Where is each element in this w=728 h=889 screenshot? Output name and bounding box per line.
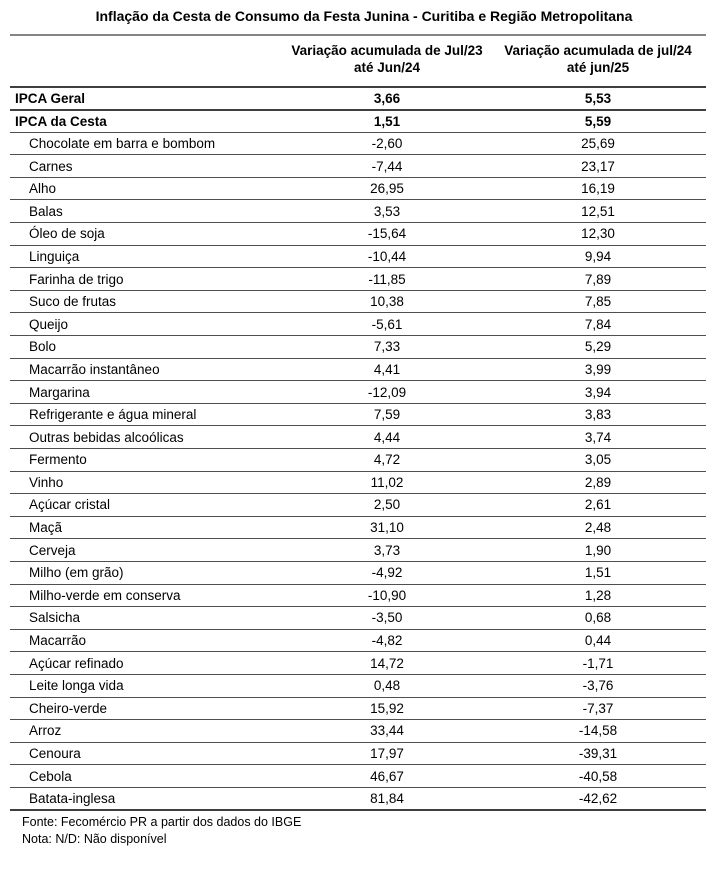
col-header-period-2 — [490, 35, 706, 87]
row-value-period-1: -11,85 — [284, 268, 490, 291]
row-label: Macarrão — [10, 629, 284, 652]
row-value-period-2: 25,69 — [490, 132, 706, 155]
row-value-period-2: 1,51 — [490, 561, 706, 584]
row-value-period-1: 7,33 — [284, 336, 490, 359]
row-value-period-2: 2,48 — [490, 516, 706, 539]
row-label: Bolo — [10, 336, 284, 359]
table-row — [10, 132, 706, 155]
table-row — [10, 426, 706, 449]
table-row — [10, 177, 706, 200]
row-value-period-1: 81,84 — [284, 787, 490, 810]
table-row — [10, 742, 706, 765]
row-value-period-2: 16,19 — [490, 177, 706, 200]
table-row — [10, 268, 706, 291]
table-row — [10, 110, 706, 133]
row-value-period-1: 15,92 — [284, 697, 490, 720]
row-value-period-2: 3,83 — [490, 403, 706, 426]
footer-note: Nota: N/D: Não disponível — [22, 832, 167, 846]
row-value-period-2: -40,58 — [490, 765, 706, 788]
row-label: Chocolate em barra e bombom — [10, 132, 284, 155]
row-value-period-2: -3,76 — [490, 674, 706, 697]
row-value-period-1: 31,10 — [284, 516, 490, 539]
row-value-period-2: 5,59 — [490, 110, 706, 133]
row-label: Farinha de trigo — [10, 268, 284, 291]
table-row — [10, 313, 706, 336]
row-value-period-2: -7,37 — [490, 697, 706, 720]
row-label: Batata-inglesa — [10, 787, 284, 810]
row-label: Outras bebidas alcoólicas — [10, 426, 284, 449]
row-value-period-2: -14,58 — [490, 720, 706, 743]
col-header-period-1 — [284, 35, 490, 87]
row-value-period-2: 7,89 — [490, 268, 706, 291]
row-value-period-1: 26,95 — [284, 177, 490, 200]
row-label: Alho — [10, 177, 284, 200]
table-row — [10, 539, 706, 562]
row-label: Cenoura — [10, 742, 284, 765]
row-label: Maçã — [10, 516, 284, 539]
table-row — [10, 358, 706, 381]
col-header-line: Variação acumulada de jul/24 — [504, 43, 692, 58]
row-value-period-1: 4,44 — [284, 426, 490, 449]
row-label: Vinho — [10, 471, 284, 494]
row-value-period-1: 7,59 — [284, 403, 490, 426]
table-row — [10, 674, 706, 697]
row-label: Milho-verde em conserva — [10, 584, 284, 607]
row-value-period-2: -39,31 — [490, 742, 706, 765]
row-value-period-2: 1,90 — [490, 539, 706, 562]
table-row — [10, 765, 706, 788]
row-label: Suco de frutas — [10, 290, 284, 313]
row-label: Arroz — [10, 720, 284, 743]
table-row — [10, 200, 706, 223]
table-row — [10, 787, 706, 810]
row-value-period-2: 3,99 — [490, 358, 706, 381]
col-header-line: até jun/25 — [566, 60, 630, 75]
row-value-period-2: 9,94 — [490, 245, 706, 268]
table-row — [10, 87, 706, 110]
header-empty-cell — [10, 35, 284, 87]
row-value-period-2: 7,84 — [490, 313, 706, 336]
row-value-period-2: 5,29 — [490, 336, 706, 359]
row-value-period-2: 2,89 — [490, 471, 706, 494]
row-label: Cheiro-verde — [10, 697, 284, 720]
row-value-period-2: 23,17 — [490, 155, 706, 178]
row-value-period-1: 3,66 — [284, 87, 490, 110]
table-row — [10, 155, 706, 178]
table-row — [10, 584, 706, 607]
table-row — [10, 607, 706, 630]
table-footer — [22, 814, 706, 848]
row-value-period-2: -42,62 — [490, 787, 706, 810]
row-value-period-1: 3,53 — [284, 200, 490, 223]
row-label: Salsicha — [10, 607, 284, 630]
row-value-period-1: -12,09 — [284, 381, 490, 404]
row-label: Leite longa vida — [10, 674, 284, 697]
row-value-period-2: 5,53 — [490, 87, 706, 110]
row-value-period-1: -7,44 — [284, 155, 490, 178]
row-label: Milho (em grão) — [10, 561, 284, 584]
table-row — [10, 720, 706, 743]
row-value-period-1: 33,44 — [284, 720, 490, 743]
row-value-period-2: 2,61 — [490, 494, 706, 517]
table-row — [10, 290, 706, 313]
table-row — [10, 245, 706, 268]
row-value-period-1: -4,82 — [284, 629, 490, 652]
table-row — [10, 629, 706, 652]
row-value-period-1: -5,61 — [284, 313, 490, 336]
table-row — [10, 697, 706, 720]
row-value-period-1: 10,38 — [284, 290, 490, 313]
table-row — [10, 223, 706, 246]
row-value-period-2: 12,51 — [490, 200, 706, 223]
row-value-period-2: 12,30 — [490, 223, 706, 246]
table-row — [10, 403, 706, 426]
row-label: IPCA da Cesta — [10, 110, 284, 133]
row-value-period-1: 0,48 — [284, 674, 490, 697]
row-value-period-1: 4,72 — [284, 449, 490, 472]
row-label: Açúcar refinado — [10, 652, 284, 675]
row-label: Cebola — [10, 765, 284, 788]
row-value-period-2: 3,05 — [490, 449, 706, 472]
row-label: Balas — [10, 200, 284, 223]
table-row — [10, 336, 706, 359]
row-value-period-1: -10,90 — [284, 584, 490, 607]
table-container — [10, 34, 706, 811]
row-value-period-2: 3,94 — [490, 381, 706, 404]
table-header-row — [10, 35, 706, 87]
row-label: Cerveja — [10, 539, 284, 562]
row-label: Refrigerante e água mineral — [10, 403, 284, 426]
row-value-period-2: -1,71 — [490, 652, 706, 675]
row-value-period-2: 0,68 — [490, 607, 706, 630]
row-value-period-1: 3,73 — [284, 539, 490, 562]
row-value-period-1: -2,60 — [284, 132, 490, 155]
row-label: Óleo de soja — [10, 223, 284, 246]
table-row — [10, 381, 706, 404]
table-row — [10, 652, 706, 675]
row-label: Queijo — [10, 313, 284, 336]
row-label: IPCA Geral — [10, 87, 284, 110]
row-value-period-2: 0,44 — [490, 629, 706, 652]
row-value-period-1: -15,64 — [284, 223, 490, 246]
row-value-period-1: -3,50 — [284, 607, 490, 630]
table-row — [10, 516, 706, 539]
footer-source: Fonte: Fecomércio PR a partir dos dados do IBGE — [22, 815, 302, 829]
row-label: Linguiça — [10, 245, 284, 268]
page-title: Inflação da Cesta de Consumo da Festa Junina - Curitiba e Região Metropolitana — [95, 8, 633, 24]
row-value-period-1: -10,44 — [284, 245, 490, 268]
table-row — [10, 494, 706, 517]
row-value-period-1: -4,92 — [284, 561, 490, 584]
data-table — [10, 34, 706, 811]
row-value-period-2: 3,74 — [490, 426, 706, 449]
row-value-period-2: 7,85 — [490, 290, 706, 313]
col-header-line: até Jun/24 — [353, 60, 421, 75]
row-label: Macarrão instantâneo — [10, 358, 284, 381]
row-value-period-1: 14,72 — [284, 652, 490, 675]
row-value-period-1: 11,02 — [284, 471, 490, 494]
row-value-period-1: 1,51 — [284, 110, 490, 133]
table-body — [10, 87, 706, 810]
col-header-line: Variação acumulada de Jul/23 — [291, 43, 483, 58]
table-row — [10, 449, 706, 472]
row-label: Margarina — [10, 381, 284, 404]
row-label: Açúcar cristal — [10, 494, 284, 517]
row-value-period-1: 17,97 — [284, 742, 490, 765]
row-value-period-1: 46,67 — [284, 765, 490, 788]
table-row — [10, 561, 706, 584]
row-label: Carnes — [10, 155, 284, 178]
row-label: Fermento — [10, 449, 284, 472]
row-value-period-1: 4,41 — [284, 358, 490, 381]
table-row — [10, 471, 706, 494]
row-value-period-2: 1,28 — [490, 584, 706, 607]
row-value-period-1: 2,50 — [284, 494, 490, 517]
